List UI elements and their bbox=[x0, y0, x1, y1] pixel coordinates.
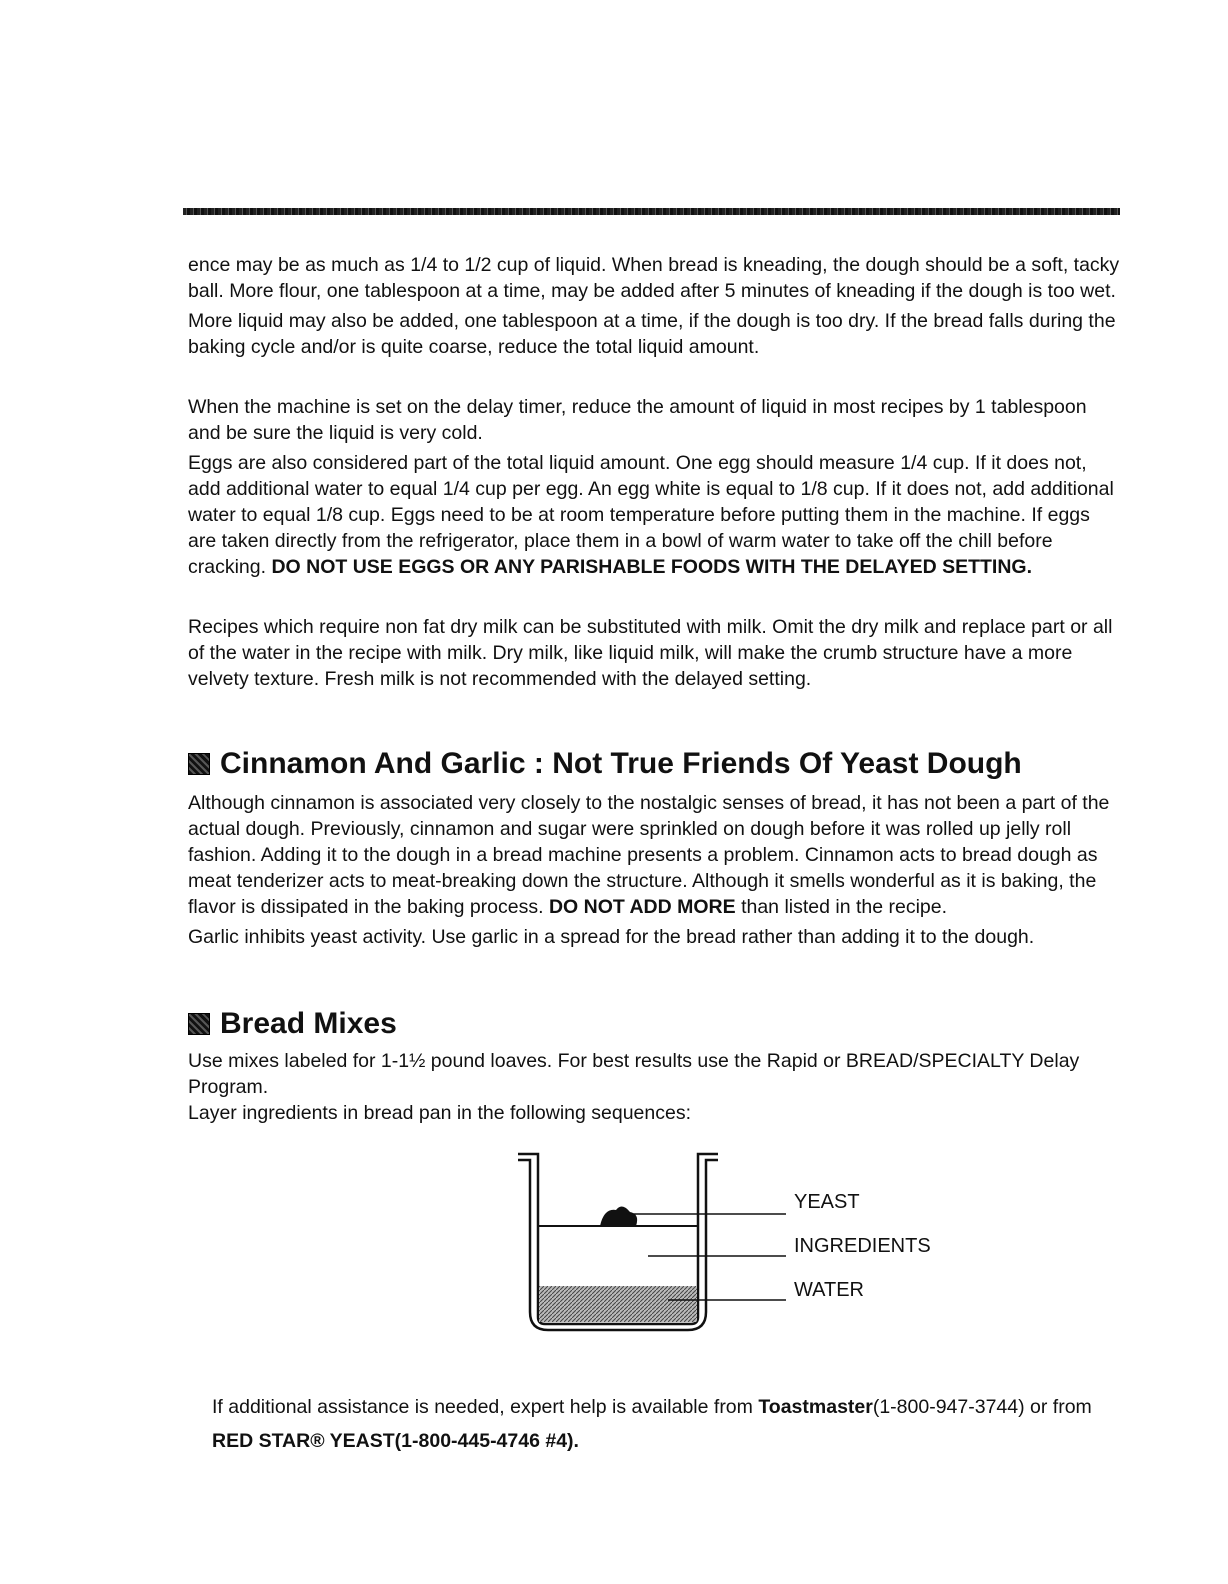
footer-phone-toastmaster: (1-800-947-3744) bbox=[872, 1396, 1025, 1418]
top-rule bbox=[183, 208, 1120, 215]
assistance-footer bbox=[188, 1390, 1123, 1458]
water-label: WATER bbox=[794, 1279, 864, 1301]
cinnamon-text: Although cinnamon is associated very closely to the nostalgic senses of bread, it has not been a part of the actual dough. Previously, cinnamon and sugar were sprinkled on dough before it was rolled up jelly roll fashion. Adding it to the dough in a bread machine presents a problem. Cinnamon acts to bread dough as meat tenderizer acts to meat-breaking down the structure. Although it smells wonderful as it is baking, the flavor is dissipated in the baking process. bbox=[188, 792, 1110, 918]
bread-mixes-line-2: Layer ingredients in bread pan in the following sequences: bbox=[188, 1102, 692, 1124]
cinnamon-warning: DO NOT ADD MORE bbox=[548, 896, 736, 918]
intro-paragraph-2: More liquid may also be added, one tablespoon at a time, if the dough is too dry. If the bread falls during the baking cycle and/or is quite coarse, reduce the total liquid amount. bbox=[188, 310, 1116, 358]
bread-mixes-line-1: Use mixes labeled for 1-1½ pound loaves. For best results use the Rapid or BREAD/SPECIALTY Delay Program. bbox=[188, 1050, 1080, 1098]
footer-phone-red-star: (1-800-445-4746 #4). bbox=[394, 1430, 579, 1452]
intro-paragraph-3: When the machine is set on the delay timer, reduce the amount of liquid in most recipes by 1 tablespoon and be sure the liquid is very cold. bbox=[188, 396, 1087, 444]
footer-text-2: or from bbox=[1030, 1396, 1092, 1418]
ingredients-label: INGREDIENTS bbox=[794, 1235, 931, 1257]
intro-paragraph-5: Recipes which require non fat dry milk can be substituted with milk. Omit the dry milk and replace part or all of the water in the recipe with milk. Dry milk, like liquid milk, will make the crumb structure have a more velvety texture. Fresh milk is not recommended with the delayed setting. bbox=[188, 616, 1113, 690]
yeast-label: YEAST bbox=[794, 1191, 860, 1213]
footer-brand-red-star: RED STAR® YEAST bbox=[212, 1430, 395, 1452]
section-heading-text: Cinnamon And Garlic : Not True Friends Of Yeast Dough bbox=[220, 747, 1022, 780]
cinnamon-tail: than listed in the recipe. bbox=[741, 896, 948, 918]
yeast-mound bbox=[600, 1206, 637, 1226]
intro-paragraph-1: ence may be as much as 1/4 to 1/2 cup of liquid. When bread is kneading, the dough should be a soft, tacky ball. More flour, one tablespoon at a time, may be added after 5 minutes of kneading if the dough is too wet. bbox=[188, 254, 1120, 302]
footer-brand-toastmaster: Toastmaster bbox=[758, 1396, 873, 1418]
cinnamon-paragraph bbox=[188, 790, 1123, 920]
bullet-square-icon bbox=[188, 1013, 210, 1035]
footer-text-1: If additional assistance is needed, expert help is available from bbox=[212, 1396, 753, 1418]
bread-pan-diagram bbox=[188, 1142, 1123, 1372]
bread-pan-illustration bbox=[508, 1142, 788, 1332]
page-content bbox=[188, 252, 1123, 1458]
section-heading-cinnamon bbox=[188, 744, 1123, 784]
section-heading-text: Bread Mixes bbox=[220, 1007, 397, 1040]
intro-paragraph-4 bbox=[188, 450, 1123, 580]
eggs-text: Eggs are also considered part of the total liquid amount. One egg should measure 1/4 cup. If it does not, add additional water to equal 1/4 cup per egg. An egg white is equal to 1/8 cup. If it does not, add additional water to equal 1/8 cup. Eggs need to be at room temperature before putting them in the machine. If eggs are taken directly from the refrigerator, place them in a bowl of warm water to take off the chill before cracking. bbox=[188, 452, 1114, 578]
water-layer bbox=[539, 1286, 697, 1322]
bullet-square-icon bbox=[188, 753, 210, 775]
garlic-paragraph: Garlic inhibits yeast activity. Use garlic in a spread for the bread rather than adding it to the dough. bbox=[188, 926, 1035, 948]
eggs-warning: DO NOT USE EGGS OR ANY PARISHABLE FOODS WITH THE DELAYED SETTING. bbox=[271, 556, 1033, 578]
section-heading-bread-mixes bbox=[188, 1004, 1123, 1044]
